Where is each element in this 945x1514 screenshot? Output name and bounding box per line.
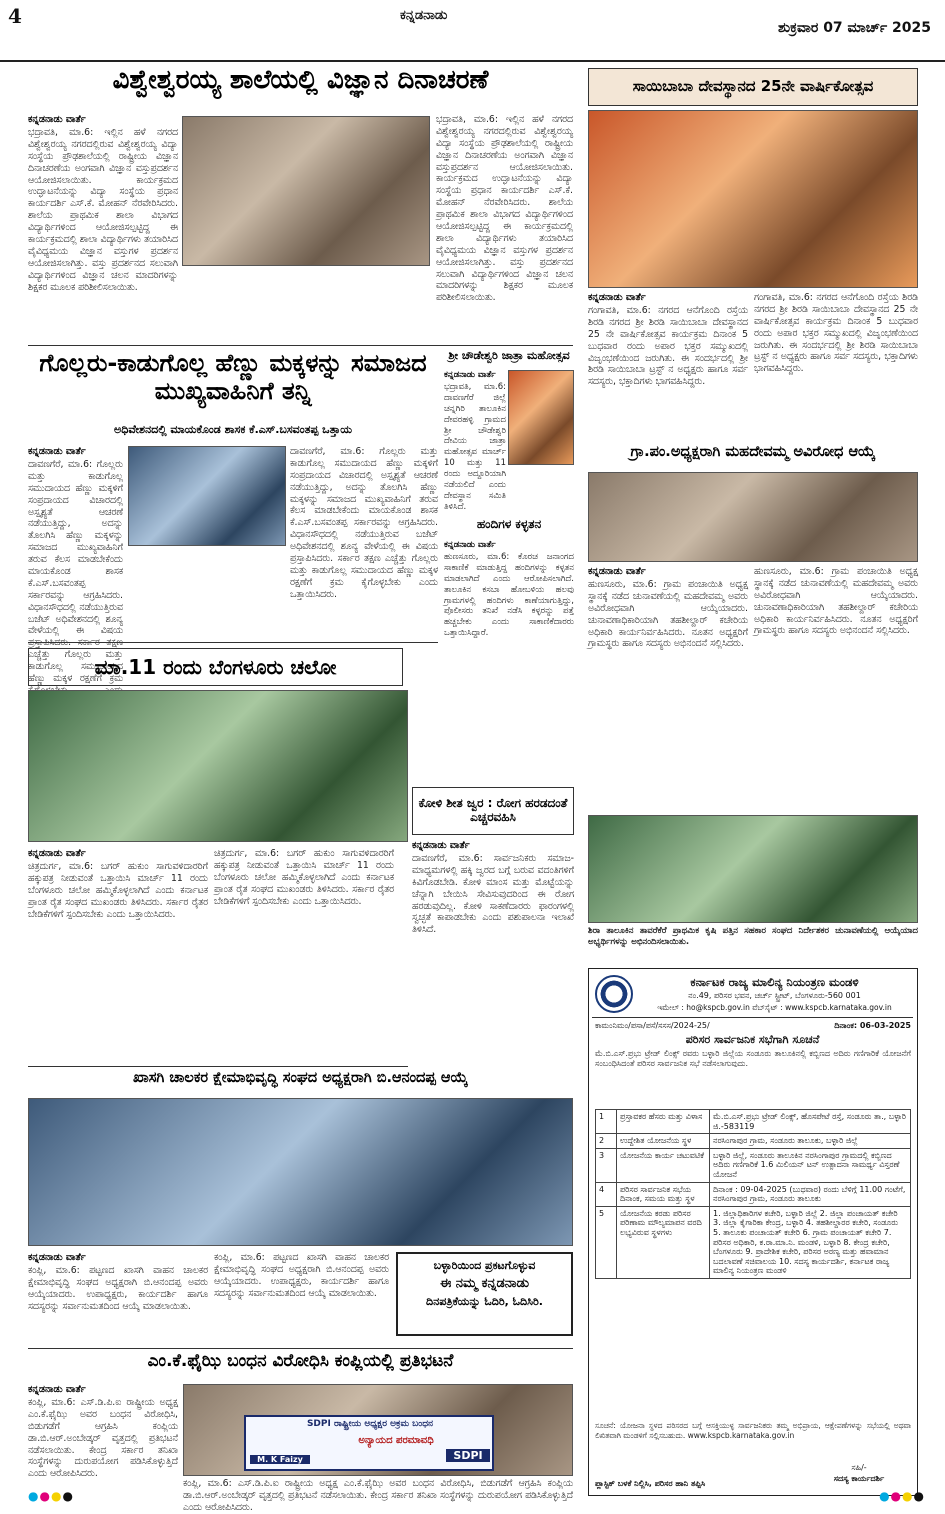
caption-taluk-society: ಶಿರಾ ತಾಲೂಕಿನ ತಾವರೆಕೆರೆ ಪ್ರಾಥಮಿಕ ಕೃಷಿ ಪತ್ತಿನ ಸಹಕಾರ ಸಂಘದ ನಿರ್ದೇಶಕರ ಚುನಾವಣೆಯಲ್ಲಿ ಆಯ್ಕೆಯಾದ ಅಭ್ಯರ್ಥಿಗಳನ್ನು ಅಭಿನಂದಿಸಲಾಯಿತು. [588,926,918,947]
headline-mk-faizy: ಎಂ.ಕೆ.ಫೈಝಿ ಬಂಧನ ವಿರೋಧಿಸಿ ಕಂಪ್ಲಿಯಲ್ಲಿ ಪ್ರತಿಭಟನೆ [147,1351,454,1371]
body-science-day-right: ಭದ್ರಾವತಿ, ಮಾ.6: ಇಲ್ಲಿನ ಹಳೆ ನಗರದ ವಿಶ್ವೇಶ್ವರಯ್ಯ ನಗರದಲ್ಲಿರುವ ವಿಶ್ವೇಶ್ವರಯ್ಯ ವಿದ್ಯಾ ಸಂಸ್ಥೆಯ ಪ್ರೌಢಶಾಲೆಯಲ್ಲಿ ರಾಷ್ಟ್ರೀಯ ವಿಜ್ಞಾನ ದಿನಾಚರಣೆಯ ಅಂಗವಾಗಿ ವಿಜ್ಞಾನ ವಸ್ತುಪ್ರದರ್ಶನ ಆಯೋಜಿಸಲಾಯಿತು. ಕಾರ್ಯಕ್ರಮದ ಉದ್ಘಾಟನೆಯನ್ನು ವಿದ್ಯಾ ಸಂಸ್ಥೆಯ ಪ್ರಧಾನ ಕಾರ್ಯದರ್ಶಿ ಎಸ್.ಕೆ. ಮೋಹನ್ ನೆರವೇರಿಸಿದರು. ಶಾಲೆಯ ಪ್ರಾಥಮಿಕ ಶಾಲಾ ವಿಭಾಗದ ವಿದ್ಯಾರ್ಥಿಗಳಿಂದ ಆಯೋಜಿಸಲ್ಪಟ್ಟಿದ್ದ ಈ ಕಾರ್ಯಕ್ರಮದಲ್ಲಿ ಶಾಲಾ ವಿದ್ಯಾರ್ಥಿಗಳು ತಯಾರಿಸಿದ ವೈವಿಧ್ಯಮಯ ವಿಜ್ಞಾನ ವಸ್ತುಗಳ ಪ್ರದರ್ಶನ ಆಯೋಜಿಸಲಾಗಿತ್ತು. ವಸ್ತು ಪ್ರದರ್ಶನದ ಸಲುವಾಗಿ ವಿದ್ಯಾರ್ಥಿಗಳಿಂದ ವಿಜ್ಞಾನ ಚಲನ ಮಾದರಿಗಳನ್ನು ಶಿಕ್ಷಕರ ಮೂಲಕ ಪರಿಶೀಲಿಸಲಾಯಿತು. [436,114,573,304]
body-koli-jwara: ದಾವಣಗೆರೆ, ಮಾ.6: ಸಾರ್ವಜನಿಕರು ಸಮಾಜ-ಮಾಧ್ಯಮಗಳಲ್ಲಿ ಹಕ್ಕಿ ಜ್ವರದ ಬಗ್ಗೆ ಬರುವ ವದಂತಿಗಳಿಗೆ ಕಿವಿಗೊಡಬೇಡಿ. ಕೋಳಿ ಮಾಂಸ ಮತ್ತು ಮೊಟ್ಟೆಯನ್ನು ಚೆನ್ನಾಗಿ ಬೇಯಿಸಿ ಸೇವಿಸುವುದರಿಂದ ಈ ರೋಗ ಹರಡುವುದಿಲ್ಲ. ಕೋಳಿ ಸಾಕಣೆದಾರರು ಫಾರಂಗಳಲ್ಲಿ ಸ್ವಚ್ಛತೆ ಕಾಪಾಡಬೇಕು ಎಂದು ಪಶುಪಾಲನಾ ಇಲಾಖೆ ತಿಳಿಸಿದೆ. [412,853,574,936]
row-label: ಉದ್ದೇಶಿತ ಯೋಜನೆಯ ಸ್ಥಳ [617,1134,710,1149]
kspcb-logo-icon [595,975,633,1013]
divider [592,1017,913,1018]
registration-marks-right: ●●●● [879,1489,925,1503]
banner-line-1: SDPI ರಾಷ್ಟ್ರೀಯ ಅಧ್ಯಕ್ಷರ ಅಕ್ರಮ ಬಂಧನ [306,1419,434,1429]
body-bengaluru-chalo-right: ಚಿತ್ರದುರ್ಗ, ಮಾ.6: ಬಗರ್ ಹುಕುಂ ಸಾಗುವಳಿದಾರರಿಗೆ ಹಕ್ಕುಪತ್ರ ನೀಡುವಂತೆ ಒತ್ತಾಯಿಸಿ ಮಾರ್ಚ್ 11 ರಂದು ಬೆಂಗಳೂರು ಚಲೋ ಹಮ್ಮಿಕೊಳ್ಳಲಾಗಿದೆ ಎಂದು ಕರ್ನಾಟಕ ಪ್ರಾಂತ ರೈತ ಸಂಘದ ಮುಖಂಡರು ತಿಳಿಸಿದರು. ಸರ್ಕಾರ ರೈತರ ಬೇಡಿಕೆಗಳಿಗೆ ಸ್ಪಂದಿಸಬೇಕು ಎಂದು ಒತ್ತಾಯಿಸಿದರು. [214,848,394,907]
headline-driver-welfare: ಖಾಸಗಿ ಚಾಲಕರ ಕ್ಷೇಮಾಭಿವೃದ್ಧಿ ಸಂಘದ ಅಧ್ಯಕ್ಷರಾಗಿ ಬಿ.ಆನಂದಪ್ಪ ಆಯ್ಕೆ [133,1070,468,1086]
photo-gram-panchayat [588,472,918,562]
body-gollaru-right: ದಾವಣಗೆರೆ, ಮಾ.6: ಗೊಲ್ಲರು ಮತ್ತು ಕಾಡುಗೊಲ್ಲ ಸಮುದಾಯದ ಹೆಣ್ಣು ಮಕ್ಕಳಿಗೆ ಸಂಪ್ರದಾಯದ ವಿಚಾರದಲ್ಲಿ ಅಸ್ಪೃಶ್ಯತೆ ಆಚರಣೆ ನಡೆಯುತ್ತಿದ್ದು, ಅದನ್ನು ತೊಲಗಿಸಿ ಹೆಣ್ಣು ಮಕ್ಕಳನ್ನು ಸಮಾಜದ ಮುಖ್ಯವಾಹಿನಿಗೆ ತರುವ ಕೆಲಸ ಮಾಡಬೇಕೆಂದು ಮಾಯಕೊಂಡ ಶಾಸಕ ಕೆ.ಎಸ್.ಬಸವಂತಪ್ಪ ಸರ್ಕಾರವನ್ನು ಆಗ್ರಹಿಸಿದರು. ವಿಧಾನಸೌಧದಲ್ಲಿ ನಡೆಯುತ್ತಿರುವ ಬಜೆಟ್ ಅಧಿವೇಶನದಲ್ಲಿ ಶೂನ್ಯ ವೇಳೆಯಲ್ಲಿ ಈ ವಿಷಯ ಪ್ರಸ್ತಾಪಿಸಿದರು. ಸರ್ಕಾರ ತಕ್ಷಣ ಎಚ್ಚೆತ್ತು ಗೊಲ್ಲರು ಮತ್ತು ಕಾಡುಗೊಲ್ಲ ಸಮುದಾಯದ ಹೆಣ್ಣು ಮಕ್ಕಳ ರಕ್ಷಣೆಗೆ ಕ್ರಮ ಕೈಗೊಳ್ಳಬೇಕು ಎಂದು ಒತ್ತಾಯಿಸಿದರು. [290,446,438,600]
notice-table-grid [595,1109,911,1279]
banner-name: M. K Faizy [250,1455,310,1464]
byline-koli-jwara: ಕನ್ನಡನಾಡು ವಾರ್ತೆ [412,840,470,851]
photo-taluk-society [588,815,918,923]
row-no: 1 [596,1110,617,1134]
issue-date: ಶುಕ್ರವಾರ 07 ಮಾರ್ಚ್ 2025 [777,20,931,36]
headline-bengaluru-chalo: ಮಾ.11 ರಂದು ಬೆಂಗಳೂರು ಚಲೋ [28,648,403,686]
banner-line-2: ಅನ್ಯಾಯದ ಪರಮಾವಧಿ [358,1435,434,1446]
public-notice [588,968,918,1496]
byline-science-day: ಕನ್ನಡನಾಡು ವಾರ್ತೆ [28,114,86,125]
photo-science-day [182,116,430,266]
byline-mk-faizy: ಕನ್ನಡನಾಡು ವಾರ್ತೆ [28,1384,86,1395]
promo-box [396,1252,573,1336]
body-mk-faizy: ಕಂಪ್ಲಿ, ಮಾ.6: ಎಸ್.ಡಿ.ಪಿ.ಐ ರಾಷ್ಟ್ರೀಯ ಅಧ್ಯಕ್ಷ ಎಂ.ಕೆ.ಫೈಝಿ ಅವರ ಬಂಧನ ವಿರೋಧಿಸಿ, ಬಿಡುಗಡೆಗೆ ಆಗ್ರಹಿಸಿ ಕಂಪ್ಲಿಯ ಡಾ.ಬಿ.ಆರ್.ಅಂಬೇಡ್ಕರ್ ವೃತ್ತದಲ್ಲಿ ಪ್ರತಿಭಟನೆ ನಡೆಸಲಾಯಿತು. ಕೇಂದ್ರ ಸರ್ಕಾರ ತನಿಖಾ ಸಂಸ್ಥೆಗಳನ್ನು ದುರುಪಯೋಗ ಪಡಿಸಿಕೊಳ್ಳುತ್ತಿದೆ ಎಂದು ಆರೋಪಿಸಿದರು. [28,1397,178,1480]
notice-org: ಕರ್ನಾಟಕ ರಾಜ್ಯ ಮಾಲಿನ್ಯ ನಿಯಂತ್ರಣ ಮಂಡಳಿ [690,975,859,989]
subheadline-gollaru: ಅಧಿವೇಶನದಲ್ಲಿ ಮಾಯಕೊಂಡ ಶಾಸಕ ಕೆ.ಎಸ್.ಬಸವಂತಪ್ಪ ಒತ್ತಾಯ [113,423,352,436]
body-gram-panchayat-right: ಹುಣಸೂರು, ಮಾ.6: ಗ್ರಾಮ ಪಂಚಾಯಿತಿ ಅಧ್ಯಕ್ಷ ಸ್ಥಾನಕ್ಕೆ ನಡೆದ ಚುನಾವಣೆಯಲ್ಲಿ ಮಹದೇವಮ್ಮ ಅವರು ಅವಿರೋಧವಾಗಿ ಆಯ್ಕೆಯಾದರು. ಚುನಾವಣಾಧಿಕಾರಿಯಾಗಿ ತಹಶೀಲ್ದಾರ್ ಕಚೇರಿಯ ಅಧಿಕಾರಿ ಕಾರ್ಯನಿರ್ವಹಿಸಿದರು. ನೂತನ ಅಧ್ಯಕ್ಷರಿಗೆ ಗ್ರಾಮಸ್ಥರು ಹಾಗೂ ಸದಸ್ಯರು ಅಭಿನಂದನೆ ಸಲ್ಲಿಸಿದರು. [754,566,918,637]
masthead [0,0,945,62]
promo-line-3: ದಿನಪತ್ರಿಕೆಯನ್ನು ಓದಿರಿ, ಓದಿಸಿರಿ. [426,1294,543,1308]
paper-name: ಕನ್ನಡನಾಡು [400,8,448,23]
banner-logo: SDPI [446,1449,490,1462]
row-label: ಪರಿಸರ ಸಾರ್ವಜನಿಕ ಸಭೆಯ ದಿನಾಂಕ, ಸಮಯ ಮತ್ತು ಸ್ಥಳ [617,1182,710,1206]
notice-address: ನಂ.49, ಪರಿಸರ ಭವನ, ಚರ್ಚ್ ಸ್ಟ್ರೀಟ್, ಬೆಂಗಳೂರು-560 001 [688,991,861,1000]
promo-line-2: ಈ ನಮ್ಮ ಕನ್ನಡನಾಡು [439,1275,530,1291]
headline-gollaru: ಗೊಲ್ಲರು-ಕಾಡುಗೊಲ್ಲ ಹೆಣ್ಣು ಮಕ್ಕಳನ್ನು ಸಮಾಜದ ಮುಖ್ಯವಾಹಿನಿಗೆ ತನ್ನಿ [39,349,427,405]
photo-saibaba [588,110,918,288]
notice-sign-label: ಸಹಿ/- [851,1463,867,1472]
headline-handi-kalla: ಹಂದಿಗಳ ಕಳ್ಳತನ [476,517,542,531]
notice-contact: ಇಮೇಲ್ : ho@kspcb.gov.in ವೆಬ್‌ಸೈಟ್ : www.kspcb.karnataka.gov.in [657,1003,892,1012]
row-value: ಬಳ್ಳಾರಿ ಜಿಲ್ಲೆ, ಸಂಡೂರು ತಾಲೂಕಿನ ನರಸಿಂಗಾಪುರ ಗ್ರಾಮದಲ್ಲಿ ಕಬ್ಬಿಣದ ಅದಿರು ಗಣಿಗಾರಿಕೆ 1.6 ಮಿಲಿಯನ್ ಟನ್ ಉತ್ಪಾದನಾ ಸಾಮರ್ಥ್ಯ ವಿಸ್ತರಣೆ ಯೋಜನೆ [710,1148,911,1182]
row-no: 3 [596,1148,617,1182]
body-driver-welfare-right: ಕಂಪ್ಲಿ, ಮಾ.6: ಪಟ್ಟಣದ ಖಾಸಗಿ ವಾಹನ ಚಾಲಕರ ಕ್ಷೇಮಾಭಿವೃದ್ಧಿ ಸಂಘದ ಅಧ್ಯಕ್ಷರಾಗಿ ಬಿ.ಆನಂದಪ್ಪ ಅವರು ಆಯ್ಕೆಯಾದರು. ಉಪಾಧ್ಯಕ್ಷರು, ಕಾರ್ಯದರ್ಶಿ ಹಾಗೂ ಸದಸ್ಯರನ್ನು ಸರ್ವಾನುಮತದಿಂದ ಆಯ್ಕೆ ಮಾಡಲಾಯಿತು. [214,1252,389,1299]
table-row [596,1206,911,1278]
notice-intro: ಮೆ.ಬಿ.ಎಸ್.ಪ್ರಭು ಟ್ರೇಡ್ ಲಿಂಕ್ಸ್ ರವರು ಬಳ್ಳಾರಿ ಜಿಲ್ಲೆಯ ಸಂಡೂರು ತಾಲೂಕಿನಲ್ಲಿ ಕಬ್ಬಿಣದ ಅದಿರು ಗಣಿಗಾರಿಕೆ ಯೋಜನೆಗೆ ಸಂಬಂಧಿಸಿದಂತೆ ಪರಿಸರ ಸಾರ್ವಜನಿಕ ಸಭೆ ನಡೆಸಲಾಗುವುದು. [595,1049,911,1069]
body-gollaru: ದಾವಣಗೆರೆ, ಮಾ.6: ಗೊಲ್ಲರು ಮತ್ತು ಕಾಡುಗೊಲ್ಲ ಸಮುದಾಯದ ಹೆಣ್ಣು ಮಕ್ಕಳಿಗೆ ಸಂಪ್ರದಾಯದ ವಿಚಾರದಲ್ಲಿ ಅಸ್ಪೃಶ್ಯತೆ ಆಚರಣೆ ನಡೆಯುತ್ತಿದ್ದು, ಅದನ್ನು ತೊಲಗಿಸಿ ಹೆಣ್ಣು ಮಕ್ಕಳನ್ನು ಸಮಾಜದ ಮುಖ್ಯವಾಹಿನಿಗೆ ತರುವ ಕೆಲಸ ಮಾಡಬೇಕೆಂದು ಮಾಯಕೊಂಡ ಶಾಸಕ ಕೆ.ಎಸ್.ಬಸವಂತಪ್ಪ ಸರ್ಕಾರವನ್ನು ಆಗ್ರಹಿಸಿದರು. ವಿಧಾನಸೌಧದಲ್ಲಿ ನಡೆಯುತ್ತಿರುವ ಬಜೆಟ್ ಅಧಿವೇಶನದಲ್ಲಿ ಶೂನ್ಯ ವೇಳೆಯಲ್ಲಿ ಈ ವಿಷಯ ಎಚ್ಚೆತ್ತು ಗೊಲ್ಲರು ಮತ್ತು ಕಾಡುಗೊಲ್ಲ ಸಮುದಾಯದ ಹೆಣ್ಣು ಮಕ್ಕಳ ರಕ್ಷಣೆಗೆ ಕ್ರಮ [28,459,123,685]
headline-gram-panchayat: ಗ್ರಾ.ಪಂ.ಅಧ್ಯಕ್ಷರಾಗಿ ಮಹದೇವಮ್ಮ ಅವಿರೋಧ ಆಯ್ಕೆ [630,444,876,460]
body-driver-welfare: ಕಂಪ್ಲಿ, ಮಾ.6: ಪಟ್ಟಣದ ಖಾಸಗಿ ವಾಹನ ಚಾಲಕರ ಕ್ಷೇಮಾಭಿವೃದ್ಧಿ ಸಂಘದ ಅಧ್ಯಕ್ಷರಾಗಿ ಬಿ.ಆನಂದಪ್ಪ ಅವರು ಆಯ್ಕೆಯಾದರು. ಉಪಾಧ್ಯಕ್ಷರು, ಕಾರ್ಯದರ್ಶಿ ಹಾಗೂ ಸದಸ್ಯರನ್ನು ಸರ್ವಾನುಮತದಿಂದ ಆಯ್ಕೆ ಮಾಡಲಾಯಿತು. [28,1265,208,1312]
promo-line-1: ಬಳ್ಳಾರಿಯಿಂದ ಪ್ರಕಟಗೊಳ್ಳುವ [433,1259,536,1272]
notice-bottom-line: ಪ್ಲಾಸ್ಟಿಕ್ ಬಳಕೆ ನಿಲ್ಲಿಸಿ, ಪರಿಸರ ಹಾನಿ ತಪ್ಪಿಸಿ [595,1479,706,1488]
headline-koli-jwara: ಕೋಳಿ ಶೀತ ಜ್ವರ : ರೋಗ ಹರಡದಂತೆ ಎಚ್ಚರವಹಿಸಿ [412,787,574,835]
table-row [596,1182,911,1206]
photo-mk-faizy [183,1384,573,1476]
divider [28,345,573,346]
notice-title: ಪರಿಸರ ಸಾರ್ವಜನಿಕ ಸಭೆಗಾಗಿ ಸೂಚನೆ [685,1033,820,1046]
table-row [596,1148,911,1182]
body-bengaluru-chalo: ಚಿತ್ರದುರ್ಗ, ಮಾ.6: ಬಗರ್ ಹುಕುಂ ಸಾಗುವಳಿದಾರರಿಗೆ ಹಕ್ಕುಪತ್ರ ನೀಡುವಂತೆ ಒತ್ತಾಯಿಸಿ ಮಾರ್ಚ್ 11 ರಂದು ಬೆಂಗಳೂರು ಚಲೋ ಹಮ್ಮಿಕೊಳ್ಳಲಾಗಿದೆ ಎಂದು ಕರ್ನಾಟಕ ಪ್ರಾಂತ ರೈತ ಸಂಘದ ಮುಖಂಡರು ತಿಳಿಸಿದರು. ಸರ್ಕಾರ ರೈತರ ಬೇಡಿಕೆಗಳಿಗೆ ಸ್ಪಂದಿಸಬೇಕು ಎಂದು ಒತ್ತಾಯಿಸಿದರು. [28,861,208,920]
notice-footnote: ಸೂಚನೆ: ಯೋಜನಾ ಸ್ಥಳದ ಪರಿಸರದ ಬಗ್ಗೆ ಆಸಕ್ತಿಯುಳ್ಳ ಸಾರ್ವಜನಿಕರು ತಮ್ಮ ಅಭಿಪ್ರಾಯ, ಆಕ್ಷೇಪಣೆಗಳನ್ನು ಸಭೆಯಲ್ಲಿ ಅಥವಾ ಲಿಖಿತವಾಗಿ ಮಂಡಳಿಗೆ ಸಲ್ಲಿಸಬಹುದು. www.kspcb.karnataka.gov.in [595,1421,911,1440]
notice-ref: ಕಾಮಂನಿಮಂ/ಪಸಾ/ಪಸೆ/ಸಸಸ/2024-25/ [595,1021,710,1030]
photo-driver-welfare [28,1098,573,1246]
body-mk-faizy-bottom: ಕಂಪ್ಲಿ, ಮಾ.6: ಎಸ್.ಡಿ.ಪಿ.ಐ ರಾಷ್ಟ್ರೀಯ ಅಧ್ಯಕ್ಷ ಎಂ.ಕೆ.ಫೈಝಿ ಅವರ ಬಂಧನ ವಿರೋಧಿಸಿ, ಬಿಡುಗಡೆಗೆ ಆಗ್ರಹಿಸಿ ಕಂಪ್ಲಿಯ ಡಾ.ಬಿ.ಆರ್.ಅಂಬೇಡ್ಕರ್ ವೃತ್ತದಲ್ಲಿ ಪ್ರತಿಭಟನೆ ನಡೆಸಲಾಯಿತು. ಕೇಂದ್ರ ಸರ್ಕಾರ ತನಿಖಾ ಸಂಸ್ಥೆಗಳನ್ನು ದುರುಪಯೋಗ ಪಡಿಸಿಕೊಳ್ಳುತ್ತಿದೆ ಎಂದು ಆರೋಪಿಸಿದರು. [183,1478,573,1513]
headline-science-day: ವಿಶ್ವೇಶ್ವರಯ್ಯ ಶಾಲೆಯಲ್ಲಿ ವಿಜ್ಞಾನ ದಿನಾಚರಣೆ [112,65,489,95]
divider [28,1348,573,1349]
registration-marks-left: ●●●● [28,1489,74,1503]
notice-sign-title: ಸದಸ್ಯ ಕಾರ್ಯದರ್ಶಿ [833,1474,885,1483]
body-handi-kalla: ಹುಣಸೂರು, ಮಾ.6: ಕೊರಚ ಜನಾಂಗದ ಸಾಕಾಣಿಕೆ ಮಾಡುತ್ತಿದ್ದ ಹಂದಿಗಳನ್ನು ಕಳ್ಳತನ ಮಾಡಲಾಗಿದೆ ಎಂದು ಆರೋಪಿಸಲಾಗಿದೆ. ತಾಲೂಕಿನ ಕಸಬಾ ಹೋಬಳಿಯ ಹಲವು ಗ್ರಾಮಗಳಲ್ಲಿ ಹಂದಿಗಳು ಕಾಣೆಯಾಗುತ್ತಿದ್ದು, ಪೊಲೀಸರು ತನಿಖೆ ನಡೆಸಿ ಕಳ್ಳರನ್ನು ಪತ್ತೆ ಹಚ್ಚಬೇಕು ಎಂದು ಸಾಕಾಣಿಕೆದಾರರು ಒತ್ತಾಯಿಸಿದ್ದಾರೆ. [444,552,574,639]
row-no: 2 [596,1134,617,1149]
headline-chowdeshwari: ಶ್ರೀ ಚೌಡೇಶ್ವರಿ ಜಾತ್ರಾ ಮಹೋತ್ಸವ [448,349,570,362]
row-label: ಯೋಜನೆಯ ಕಾರ್ಯ ಚಟುವಟಿಕೆ [617,1148,710,1182]
table-row [596,1134,911,1149]
row-label: ಯೋಜನೆಯ ಕರಡು ಪರಿಸರ ಪರಿಣಾಮ ಮೌಲ್ಯಮಾಪನ ವರದಿ ಲಭ್ಯವಿರುವ ಸ್ಥಳಗಳು [617,1206,710,1278]
headline-saibaba: ಸಾಯಿಬಾಬಾ ದೇವಸ್ಥಾನದ 25ನೇ ವಾರ್ಷಿಕೋತ್ಸವ [588,68,918,106]
photo-gollaru [128,446,286,546]
row-value: ಮೆ.ಬಿ.ಎಸ್.ಪ್ರಭು ಟ್ರೇಡ್ ಲಿಂಕ್ಸ್, ಹೊಸಪೇಟೆ ರಸ್ತೆ, ಸಂಡೂರು ತಾ., ಬಳ್ಳಾರಿ ಜಿ.-583119 [710,1110,911,1134]
protest-banner [244,1415,494,1471]
divider [28,1066,408,1067]
byline-gollaru: ಕನ್ನಡನಾಡು ವಾರ್ತೆ [28,446,86,457]
row-no: 4 [596,1182,617,1206]
table-row [596,1110,911,1134]
row-value: 1. ಜಿಲ್ಲಾಧಿಕಾರಿಗಳ ಕಚೇರಿ, ಬಳ್ಳಾರಿ ಜಿಲ್ಲೆ 2. ಜಿಲ್ಲಾ ಪಂಚಾಯತ್ ಕಚೇರಿ 3. ಜಿಲ್ಲಾ ಕೈಗಾರಿಕಾ ಕೇಂದ್ರ, ಬಳ್ಳಾರಿ 4. ತಹಶೀಲ್ದಾರರ ಕಚೇರಿ, ಸಂಡೂರು 5. ತಾಲೂಕು ಪಂಚಾಯತ್ ಕಚೇರಿ 6. ಗ್ರಾಮ ಪಂಚಾಯತ್ ಕಚೇರಿ 7. ಪರಿಸರ ಅಧಿಕಾರಿ, ಕ.ರಾ.ಮಾ.ನಿ. ಮಂಡಳಿ, ಬಳ್ಳಾರಿ 8. ಕೇಂದ್ರ ಕಚೇರಿ, ಬೆಂಗಳೂರು 9. ಪ್ರಾದೇಶಿಕ ಕಚೇರಿ, ಪರಿಸರ ಅರಣ್ಯ ಮತ್ತು ಹವಾಮಾನ ಬದಲಾವಣೆ ಸಚಿವಾಲಯ 10. ಸದಸ್ಯ ಕಾರ್ಯದರ್ಶಿ, ಕರ್ನಾಟಕ ರಾಜ್ಯ ಮಾಲಿನ್ಯ ನಿಯಂತ್ರಣ ಮಂಡಳಿ [710,1206,911,1278]
body-saibaba-right: ಗಂಗಾವತಿ, ಮಾ.6: ನಗರದ ಆನೆಗೊಂದಿ ರಸ್ತೆಯ ಶಿರಡಿ ನಗರದ ಶ್ರೀ ಶಿರಡಿ ಸಾಯಿಬಾಬಾ ದೇವಸ್ಥಾನದ 25 ನೇ ವಾರ್ಷಿಕೋತ್ಸವ ಕಾರ್ಯಕ್ರಮ ದಿನಾಂಕ 5 ಬುಧವಾರ ರಂದು ಅಪಾರ ಭಕ್ತರ ಸಮ್ಮುಖದಲ್ಲಿ ವಿಜೃಂಭಣೆಯಿಂದ ಜರುಗಿತು. ಈ ಸಂದರ್ಭದಲ್ಲಿ ಶ್ರೀ ಶಿರಡಿ ಸಾಯಿಬಾಬಾ ಟ್ರಸ್ಟ್ ನ ಅಧ್ಯಕ್ಷರು ಹಾಗೂ ಸರ್ವ ಸದಸ್ಯರು, ಭಕ್ತಾದಿಗಳು ಭಾಗವಹಿಸಿದ್ದರು. [754,292,918,375]
notice-table [595,1109,911,1417]
row-label: ಪ್ರಸ್ತಾವಕರ ಹೆಸರು ಮತ್ತು ವಿಳಾಸ [617,1110,710,1134]
byline-saibaba: ಕನ್ನಡನಾಡು ವಾರ್ತೆ [588,292,646,303]
body-saibaba: ಗಂಗಾವತಿ, ಮಾ.6: ನಗರದ ಆನೆಗೊಂದಿ ರಸ್ತೆಯ ಶಿರಡಿ ನಗರದ ಶ್ರೀ ಶಿರಡಿ ಸಾಯಿಬಾಬಾ ದೇವಸ್ಥಾನದ 25 ನೇ ವಾರ್ಷಿಕೋತ್ಸವ ಕಾರ್ಯಕ್ರಮ ದಿನಾಂಕ 5 ಬುಧವಾರ ರಂದು ಅಪಾರ ಭಕ್ತರ ಸಮ್ಮುಖದಲ್ಲಿ ವಿಜೃಂಭಣೆಯಿಂದ ಜರುಗಿತು. ಈ ಸಂದರ್ಭದಲ್ಲಿ ಶ್ರೀ ಶಿರಡಿ ಸಾಯಿಬಾಬಾ ಟ್ರಸ್ಟ್ ನ ಅಧ್ಯಕ್ಷರು ಹಾಗೂ ಸರ್ವ ಸದಸ್ಯರು, ಭಕ್ತಾದಿಗಳು ಭಾಗವಹಿಸಿದ್ದರು. [588,305,748,388]
body-chowdeshwari: ಭದ್ರಾವತಿ, ಮಾ.6: ದಾವಣಗೆರೆ ಜಿಲ್ಲೆ ಚನ್ನಗಿರಿ ತಾಲೂಕಿನ ದೇವರಹಳ್ಳಿ ಗ್ರಾಮದ ಶ್ರೀ ಚೌಡೇಶ್ವರಿ ದೇವಿಯ ಜಾತ್ರಾ ಮಹೋತ್ಸವ ಮಾರ್ಚ್ 10 ಮತ್ತು 11 ರಂದು ಅದ್ದೂರಿಯಾಗಿ ನಡೆಯಲಿದೆ ಎಂದು ದೇವಸ್ಥಾನ ಸಮಿತಿ ತಿಳಿಸಿದೆ. [444,382,506,512]
row-value: ದಿನಾಂಕ : 09-04-2025 (ಬುಧವಾರ) ರಂದು ಬೆಳಿಗ್ಗೆ 11.00 ಗಂಟೆಗೆ, ನರಸಿಂಗಾಪುರ ಗ್ರಾಮ, ಸಂಡೂರು ತಾಲೂಕು [710,1182,911,1206]
photo-chowdeshwari [508,370,574,465]
page-number: 4 [8,4,22,28]
divider [28,642,438,643]
row-no: 5 [596,1206,617,1278]
byline-bengaluru-chalo: ಕನ್ನಡನಾಡು ವಾರ್ತೆ [28,848,86,859]
byline-handi-kalla: ಕನ್ನಡನಾಡು ವಾರ್ತೆ [444,540,496,550]
byline-driver-welfare: ಕನ್ನಡನಾಡು ವಾರ್ತೆ [28,1252,86,1263]
photo-bengaluru-chalo [28,690,408,842]
body-science-day: ಭದ್ರಾವತಿ, ಮಾ.6: ಇಲ್ಲಿನ ಹಳೆ ನಗರದ ವಿಶ್ವೇಶ್ವರಯ್ಯ ನಗರದಲ್ಲಿರುವ ವಿಶ್ವೇಶ್ವರಯ್ಯ ವಿದ್ಯಾ ಸಂಸ್ಥೆಯ ಪ್ರೌಢಶಾಲೆಯಲ್ಲಿ ರಾಷ್ಟ್ರೀಯ ವಿಜ್ಞಾನ ದಿನಾಚರಣೆಯ ಅಂಗವಾಗಿ ವಿಜ್ಞಾನ ವಸ್ತುಪ್ರದರ್ಶನ ಆಯೋಜಿಸಲಾಯಿತು. ಕಾರ್ಯಕ್ರಮದ ಉದ್ಘಾಟನೆಯನ್ನು ವಿದ್ಯಾ ಸಂಸ್ಥೆಯ ಪ್ರಧಾನ ಕಾರ್ಯದರ್ಶಿ ಎಸ್.ಕೆ. ಮೋಹನ್ ನೆರವೇರಿಸಿದರು. ಶಾಲೆಯ ಪ್ರಾಥಮಿಕ ಶಾಲಾ ವಿಭಾಗದ ವಿದ್ಯಾರ್ಥಿಗಳಿಂದ ಆಯೋಜಿಸಲ್ಪಟ್ಟಿದ್ದ ಈ ಕಾರ್ಯಕ್ರಮದಲ್ಲಿ ಶಾಲಾ ವಿದ್ಯಾರ್ಥಿಗಳು ತಯಾರಿಸಿದ ವೈವಿಧ್ಯಮಯ ವಿಜ್ಞಾನ ವಸ್ತುಗಳ ಪ್ರದರ್ಶನ ಆಯೋಜಿಸಲಾಗಿತ್ತು. ವಸ್ತು ಪ್ರದರ್ಶನದ ಸಲುವಾಗಿ ವಿದ್ಯಾರ್ಥಿಗಳಿಂದ ವಿಜ್ಞಾನ ಚಲನ ಮಾದರಿಗಳನ್ನು ಶಿಕ್ಷಕರ ಮೂಲಕ ಪರಿಶೀಲಿಸಲಾಯಿತು. [28,127,178,293]
notice-date: ದಿನಾಂಕ: 06-03-2025 [834,1021,911,1030]
byline-gram-panchayat: ಕನ್ನಡನಾಡು ವಾರ್ತೆ [588,566,646,577]
byline-chowdeshwari: ಕನ್ನಡನಾಡು ವಾರ್ತೆ [444,370,496,380]
body-gram-panchayat: ಹುಣಸೂರು, ಮಾ.6: ಗ್ರಾಮ ಪಂಚಾಯಿತಿ ಅಧ್ಯಕ್ಷ ಸ್ಥಾನಕ್ಕೆ ನಡೆದ ಚುನಾವಣೆಯಲ್ಲಿ ಮಹದೇವಮ್ಮ ಅವರು ಅವಿರೋಧವಾಗಿ ಆಯ್ಕೆಯಾದರು. ಚುನಾವಣಾಧಿಕಾರಿಯಾಗಿ ತಹಶೀಲ್ದಾರ್ ಕಚೇರಿಯ ಅಧಿಕಾರಿ ಕಾರ್ಯನಿರ್ವಹಿಸಿದರು. ನೂತನ ಅಧ್ಯಕ್ಷರಿಗೆ ಗ್ರಾಮಸ್ಥರು ಹಾಗೂ ಸದಸ್ಯರು ಅಭಿನಂದನೆ ಸಲ್ಲಿಸಿದರು. [588,579,748,650]
row-value: ನರಸಿಂಗಾಪುರ ಗ್ರಾಮ, ಸಂಡೂರು ತಾಲೂಕು, ಬಳ್ಳಾರಿ ಜಿಲ್ಲೆ [710,1134,911,1149]
